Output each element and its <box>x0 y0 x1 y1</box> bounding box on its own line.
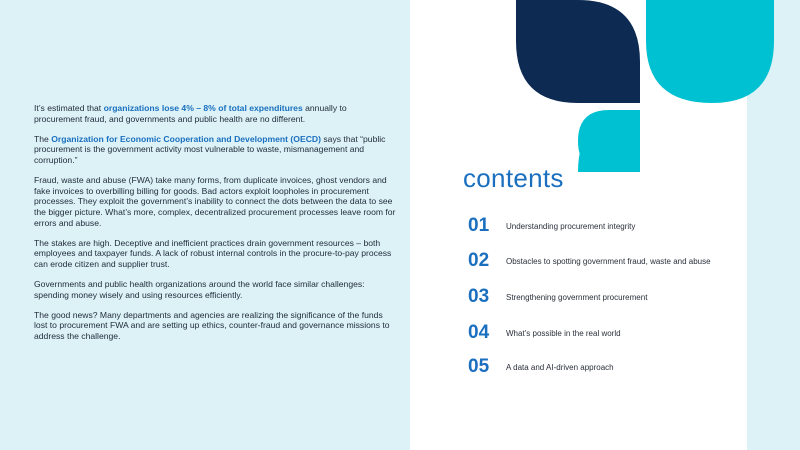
toc-item-05[interactable] <box>468 354 738 380</box>
navy-petal-shape <box>516 0 640 103</box>
small-teal-petal-fill <box>578 110 640 172</box>
toc-label: Obstacles to spotting government fraud, waste and abuse <box>506 256 711 266</box>
paragraph-2: The Organization for Economic Cooperation and Development (OECD) says that “public procurement is the government activity most vulnerable to waste, mismanagement and corruption.” <box>34 133 386 165</box>
teal-petal-shape <box>646 0 774 103</box>
toc-number: 01 <box>468 215 490 236</box>
toc-label: What’s possible in the real world <box>506 328 621 338</box>
toc-label: Understanding procurement integrity <box>506 221 636 231</box>
toc-item-02[interactable] <box>468 248 738 274</box>
paragraph-1: It’s estimated that organizations lose 4% – 8% of total expenditures annually to procurement fraud, and governments and public health are no different. <box>34 103 347 124</box>
highlight-stat: organizations lose 4% – 8% of total expenditures <box>103 103 303 113</box>
toc-label: Strengthening government procurement <box>506 292 648 302</box>
toc-number: 04 <box>468 322 490 343</box>
paragraph-4: The stakes are high. Deceptive and inefficient practices drain government resources – both employees and taxpayer funds. A lack of robust internal controls in the procure-to-pay process can erode citizen and supplier trust. <box>34 237 392 269</box>
paragraph-6: The good news? Many departments and agencies are realizing the significance of the funds lost to procurement FWA and are setting up ethics, counter-fraud and governance missions to address the challenge. <box>34 309 390 342</box>
intro-text <box>34 103 396 351</box>
toc-label: A data and AI-driven approach <box>506 362 614 372</box>
toc-number: 05 <box>468 356 490 377</box>
contents-heading: contents <box>463 163 564 193</box>
toc-number: 02 <box>468 250 490 271</box>
highlight-oecd: Organization for Economic Cooperation and Development (OECD) <box>51 133 321 144</box>
paragraph-3: Fraud, waste and abuse (FWA) take many forms, from duplicate invoices, ghost vendors and fake invoices to overbilling billing for goods. Bad actors exploit loopholes in procurement processes. They exploit the government’s inability to connect the dots between the data to see the bigger picture. What’s more, complex, decentralized procurement processes leave room for errors and abuse. <box>34 175 396 228</box>
toc-number: 03 <box>468 286 490 307</box>
toc-item-04[interactable] <box>468 320 738 346</box>
paragraph-5: Governments and public health organizations around the world face similar challenges: spending money wisely and using resources efficiently. <box>34 279 365 300</box>
toc-item-01[interactable] <box>468 213 738 239</box>
toc-item-03[interactable] <box>468 284 738 310</box>
